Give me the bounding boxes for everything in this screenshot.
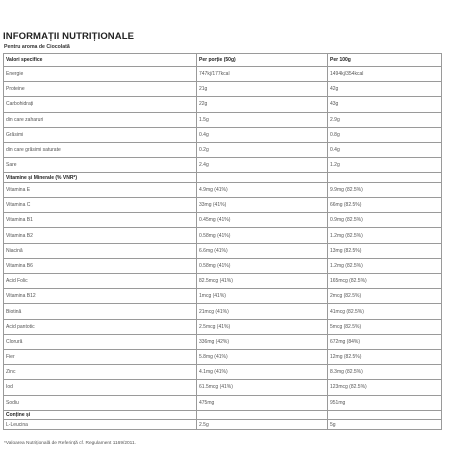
table-cell: Acid pantotic [4,319,197,334]
table-cell: din care grăsimi saturate [4,142,197,157]
table-cell: 13mg (82.5%) [328,243,442,258]
table-cell: 747kj/177kcal [197,67,328,82]
table-row [4,419,442,429]
table-cell: 9.9mg (82.5%) [328,182,442,197]
table-cell: 165mcg (82.5%) [328,274,442,289]
table-row [4,67,442,82]
table-cell: 2.5g [197,419,328,429]
empty-cell [197,410,328,419]
column-header: Per porție (50g) [197,54,328,67]
table-cell: 66mg (82.5%) [328,198,442,213]
table-cell: Biotină [4,304,197,319]
table-row [4,365,442,380]
table-row [4,228,442,243]
table-cell: 2.9g [328,112,442,127]
table-cell: 0.8g [328,127,442,142]
table-cell: 951mg [328,395,442,410]
table-cell: 1.2mg (82.5%) [328,228,442,243]
table-cell: 1mcg (41%) [197,289,328,304]
table-cell: 8.3mg (82.5%) [328,365,442,380]
table-cell: Clorură [4,334,197,349]
table-cell: 0.9mg (82.5%) [328,213,442,228]
table-row [4,158,442,173]
table-row [4,127,442,142]
table-cell: 123mcg (82.5%) [328,380,442,395]
table-cell: 1.5g [197,112,328,127]
table-cell: 0.4g [197,127,328,142]
table-cell: Grăsimi [4,127,197,142]
table-cell: 0.45mg (41%) [197,213,328,228]
table-cell: 672mg (84%) [328,334,442,349]
table-row [4,182,442,197]
vitamins-section-row [4,173,442,183]
flavor-subtitle: Pentru aroma de Ciocolată [4,44,70,50]
table-row [4,213,442,228]
table-cell: 2mcg (82.5%) [328,289,442,304]
table-cell: Acid Folic [4,274,197,289]
empty-cell [197,173,328,183]
table-cell: Fier [4,349,197,364]
section-heading: Vitamine și Minerale (% VNR*) [4,173,197,183]
table-cell: Sodiu [4,395,197,410]
table-cell: Proteine [4,82,197,97]
table-row [4,289,442,304]
table-cell: 5.8mg (41%) [197,349,328,364]
table-cell: 0.4g [328,142,442,157]
table-cell: 6.6mg (41%) [197,243,328,258]
contains-section-row [4,410,442,419]
table-cell: Zinc [4,365,197,380]
table-cell: 4.9mg (41%) [197,182,328,197]
page-title: INFORMAȚII NUTRIȚIONALE [3,31,135,42]
table-row [4,198,442,213]
table-cell: Vitamina B6 [4,258,197,273]
table-cell: 2.4g [197,158,328,173]
table-row [4,258,442,273]
table-cell: Niacină [4,243,197,258]
table-cell: 21mcg (41%) [197,304,328,319]
table-cell: din care zaharuri [4,112,197,127]
table-cell: 336mg (42%) [197,334,328,349]
table-row [4,274,442,289]
nutrition-table [3,53,442,430]
table-row [4,349,442,364]
table-cell: 1.2g [328,158,442,173]
table-cell: Vitamina C [4,198,197,213]
table-cell: 0.2g [197,142,328,157]
table-row [4,380,442,395]
table-cell: Vitamina B1 [4,213,197,228]
table-row [4,142,442,157]
table-cell: Carbohidrați [4,97,197,112]
table-cell: 41mcg (82.5%) [328,304,442,319]
table-row [4,304,442,319]
table-cell: 1494kj/354kcal [328,67,442,82]
footnote: *Valoarea Nutrițională de Referință cf. Regulament 1169/2011. [4,441,136,446]
table-cell: 12mg (82.5%) [328,349,442,364]
table-row [4,82,442,97]
table-cell: Sare [4,158,197,173]
empty-cell [328,173,442,183]
column-header: Valori specifice [4,54,197,67]
table-cell: 5g [328,419,442,429]
table-cell: Vitamina E [4,182,197,197]
table-cell: 0.58mg (41%) [197,258,328,273]
table-cell: 22g [197,97,328,112]
table-cell: 42g [328,82,442,97]
table-row [4,97,442,112]
table-cell: Vitamina B2 [4,228,197,243]
table-cell: Vitamina B12 [4,289,197,304]
table-row [4,243,442,258]
table-cell: 475mg [197,395,328,410]
table-row [4,334,442,349]
table-cell: 33mg (41%) [197,198,328,213]
table-row [4,319,442,334]
table-cell: 1.2mg (82.5%) [328,258,442,273]
section-heading: Conține și [4,410,197,419]
table-cell: 21g [197,82,328,97]
table-cell: 0.58mg (41%) [197,228,328,243]
table-cell: 43g [328,97,442,112]
table-cell: L-Leucina [4,419,197,429]
table-cell: Iod [4,380,197,395]
table-row [4,395,442,410]
table-header-row [4,54,442,67]
table-cell: 82.5mcg (41%) [197,274,328,289]
table-cell: 61.5mcg (41%) [197,380,328,395]
table-cell: 4.1mg (41%) [197,365,328,380]
table-cell: 5mcg (82.5%) [328,319,442,334]
table-cell: 2.5mcg (41%) [197,319,328,334]
table-row [4,112,442,127]
table-cell: Energie [4,67,197,82]
column-header: Per 100g [328,54,442,67]
empty-cell [328,410,442,419]
